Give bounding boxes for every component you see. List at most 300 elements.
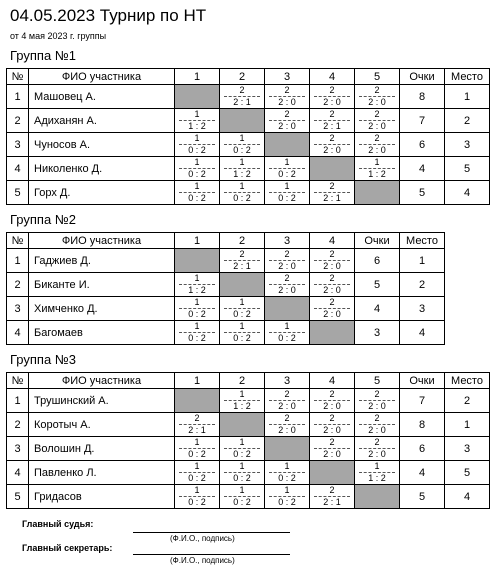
match-result bbox=[220, 133, 264, 156]
group-table bbox=[6, 372, 490, 509]
match-points: 1 bbox=[239, 461, 245, 471]
player-points: 6 bbox=[355, 249, 400, 273]
header-place: Место bbox=[445, 373, 490, 389]
player-number: 2 bbox=[7, 109, 29, 133]
player-name: Павленко Л. bbox=[29, 461, 175, 485]
match-score: 0 : 2 bbox=[224, 332, 260, 344]
match-result-cell bbox=[175, 461, 220, 485]
group-title: Группа №2 bbox=[10, 212, 76, 227]
match-points: 1 bbox=[194, 109, 200, 119]
match-result bbox=[355, 85, 399, 108]
player-name: Горх Д. bbox=[29, 181, 175, 205]
player-points: 4 bbox=[400, 461, 445, 485]
header-points: Очки bbox=[400, 373, 445, 389]
match-result-cell bbox=[265, 249, 310, 273]
match-points: 1 bbox=[194, 181, 200, 191]
self-match-cell bbox=[355, 485, 400, 509]
match-score: 0 : 2 bbox=[179, 144, 215, 156]
match-result bbox=[265, 485, 309, 508]
player-number: 4 bbox=[7, 321, 29, 345]
table-row bbox=[7, 109, 490, 133]
match-result bbox=[175, 437, 219, 460]
player-number: 4 bbox=[7, 157, 29, 181]
match-points: 2 bbox=[329, 85, 335, 95]
match-result-cell bbox=[220, 157, 265, 181]
table-row bbox=[7, 437, 490, 461]
match-result-cell bbox=[175, 485, 220, 509]
match-points: 1 bbox=[239, 157, 245, 167]
match-result-cell bbox=[175, 181, 220, 205]
match-points: 1 bbox=[194, 273, 200, 283]
header-opponent: 5 bbox=[355, 373, 400, 389]
self-match-cell bbox=[175, 389, 220, 413]
chief-judge-label: Главный судья: bbox=[22, 519, 94, 529]
player-points: 8 bbox=[400, 413, 445, 437]
player-place: 4 bbox=[445, 485, 490, 509]
header-opponent: 1 bbox=[175, 373, 220, 389]
chief-secretary-hint: (Ф.И.О., подпись) bbox=[170, 556, 235, 565]
match-result-cell bbox=[310, 109, 355, 133]
player-place: 5 bbox=[445, 461, 490, 485]
header-opponent: 3 bbox=[265, 69, 310, 85]
table-row bbox=[7, 297, 445, 321]
match-result bbox=[265, 461, 309, 484]
match-score: 0 : 2 bbox=[179, 448, 215, 460]
match-result-cell bbox=[220, 85, 265, 109]
table-row bbox=[7, 389, 490, 413]
player-name: Чуносов А. bbox=[29, 133, 175, 157]
match-score: 2 : 0 bbox=[269, 260, 305, 272]
player-points: 7 bbox=[400, 109, 445, 133]
match-score: 0 : 2 bbox=[269, 332, 305, 344]
player-points: 5 bbox=[355, 273, 400, 297]
header-row bbox=[7, 233, 445, 249]
player-place: 1 bbox=[400, 249, 445, 273]
match-result bbox=[265, 273, 309, 296]
header-opponent: 1 bbox=[175, 69, 220, 85]
match-points: 2 bbox=[284, 109, 290, 119]
match-score: 0 : 2 bbox=[224, 472, 260, 484]
table-row bbox=[7, 181, 490, 205]
match-result-cell bbox=[310, 437, 355, 461]
match-result bbox=[310, 413, 354, 436]
match-points: 1 bbox=[239, 437, 245, 447]
player-place: 4 bbox=[400, 321, 445, 345]
match-score: 0 : 2 bbox=[179, 472, 215, 484]
match-score: 1 : 2 bbox=[224, 168, 260, 180]
player-points: 8 bbox=[400, 85, 445, 109]
match-points: 1 bbox=[239, 297, 245, 307]
match-points: 2 bbox=[329, 181, 335, 191]
match-result-cell bbox=[220, 297, 265, 321]
group-table bbox=[6, 68, 490, 205]
match-result bbox=[175, 273, 219, 296]
match-result-cell bbox=[175, 273, 220, 297]
match-score: 0 : 2 bbox=[269, 192, 305, 204]
match-result-cell bbox=[220, 461, 265, 485]
match-points: 2 bbox=[329, 109, 335, 119]
header-opponent: 5 bbox=[355, 69, 400, 85]
match-points: 2 bbox=[239, 249, 245, 259]
self-match-cell bbox=[175, 249, 220, 273]
match-result-cell bbox=[265, 321, 310, 345]
match-points: 2 bbox=[374, 389, 380, 399]
match-score: 2 : 0 bbox=[314, 448, 350, 460]
match-result bbox=[265, 157, 309, 180]
match-score: 1 : 2 bbox=[359, 472, 395, 484]
match-result-cell bbox=[355, 157, 400, 181]
match-result-cell bbox=[355, 133, 400, 157]
chief-secretary-signature-line bbox=[133, 554, 290, 555]
match-result bbox=[175, 461, 219, 484]
header-num: № bbox=[7, 233, 29, 249]
match-result bbox=[175, 133, 219, 156]
match-score: 1 : 2 bbox=[179, 120, 215, 132]
group-table bbox=[6, 232, 445, 345]
match-points: 1 bbox=[284, 181, 290, 191]
header-opponent: 4 bbox=[310, 233, 355, 249]
match-result-cell bbox=[310, 413, 355, 437]
player-place: 2 bbox=[400, 273, 445, 297]
player-number: 5 bbox=[7, 485, 29, 509]
match-result bbox=[310, 297, 354, 320]
match-result bbox=[175, 181, 219, 204]
self-match-cell bbox=[265, 133, 310, 157]
match-result bbox=[265, 389, 309, 412]
match-result bbox=[175, 297, 219, 320]
player-name: Биканте И. bbox=[29, 273, 175, 297]
chief-judge-hint: (Ф.И.О., подпись) bbox=[170, 534, 235, 543]
match-score: 2 : 0 bbox=[359, 144, 395, 156]
match-points: 1 bbox=[284, 157, 290, 167]
match-result bbox=[175, 485, 219, 508]
table-row bbox=[7, 485, 490, 509]
match-score: 2 : 1 bbox=[314, 496, 350, 508]
match-points: 2 bbox=[374, 133, 380, 143]
match-points: 1 bbox=[374, 461, 380, 471]
match-result-cell bbox=[355, 413, 400, 437]
match-points: 2 bbox=[284, 249, 290, 259]
player-name: Багомаев bbox=[29, 321, 175, 345]
player-number: 1 bbox=[7, 389, 29, 413]
player-name: Николенко Д. bbox=[29, 157, 175, 181]
match-result bbox=[220, 461, 264, 484]
match-result bbox=[220, 437, 264, 460]
match-score: 2 : 0 bbox=[314, 96, 350, 108]
match-points: 2 bbox=[284, 413, 290, 423]
match-score: 2 : 0 bbox=[269, 400, 305, 412]
match-result bbox=[265, 109, 309, 132]
header-opponent: 2 bbox=[220, 233, 265, 249]
match-points: 2 bbox=[329, 413, 335, 423]
header-points: Очки bbox=[400, 69, 445, 85]
match-result-cell bbox=[355, 461, 400, 485]
match-result bbox=[355, 413, 399, 436]
table-row bbox=[7, 133, 490, 157]
match-result-cell bbox=[355, 389, 400, 413]
match-points: 1 bbox=[194, 297, 200, 307]
match-score: 2 : 0 bbox=[314, 424, 350, 436]
header-opponent: 3 bbox=[265, 233, 310, 249]
match-result bbox=[265, 249, 309, 272]
match-result-cell bbox=[355, 437, 400, 461]
player-place: 3 bbox=[445, 437, 490, 461]
match-points: 2 bbox=[329, 249, 335, 259]
match-result bbox=[310, 273, 354, 296]
match-result-cell bbox=[220, 437, 265, 461]
match-score: 1 : 2 bbox=[224, 400, 260, 412]
player-number: 1 bbox=[7, 249, 29, 273]
self-match-cell bbox=[220, 413, 265, 437]
match-score: 2 : 0 bbox=[314, 260, 350, 272]
match-points: 2 bbox=[284, 389, 290, 399]
match-points: 2 bbox=[329, 297, 335, 307]
table-row bbox=[7, 321, 445, 345]
match-result bbox=[220, 321, 264, 344]
match-result bbox=[310, 437, 354, 460]
match-score: 0 : 2 bbox=[224, 192, 260, 204]
header-points: Очки bbox=[355, 233, 400, 249]
player-name: Коротыч А. bbox=[29, 413, 175, 437]
header-name: ФИО участника bbox=[29, 373, 175, 389]
match-score: 2 : 0 bbox=[314, 400, 350, 412]
match-result-cell bbox=[220, 485, 265, 509]
match-result-cell bbox=[265, 389, 310, 413]
match-result-cell bbox=[175, 321, 220, 345]
match-points: 1 bbox=[194, 133, 200, 143]
match-result-cell bbox=[175, 109, 220, 133]
match-score: 2 : 1 bbox=[224, 260, 260, 272]
player-name: Гридасов bbox=[29, 485, 175, 509]
match-points: 1 bbox=[194, 157, 200, 167]
match-result-cell bbox=[310, 389, 355, 413]
match-result-cell bbox=[175, 133, 220, 157]
match-points: 2 bbox=[284, 273, 290, 283]
group-title: Группа №1 bbox=[10, 48, 76, 63]
match-points: 2 bbox=[284, 85, 290, 95]
match-result-cell bbox=[220, 181, 265, 205]
match-result bbox=[355, 133, 399, 156]
self-match-cell bbox=[310, 157, 355, 181]
match-points: 2 bbox=[374, 85, 380, 95]
match-score: 2 : 0 bbox=[269, 284, 305, 296]
match-points: 2 bbox=[329, 437, 335, 447]
match-result-cell bbox=[355, 85, 400, 109]
player-place: 5 bbox=[445, 157, 490, 181]
self-match-cell bbox=[175, 85, 220, 109]
match-result bbox=[220, 157, 264, 180]
player-number: 4 bbox=[7, 461, 29, 485]
match-result-cell bbox=[310, 485, 355, 509]
player-place: 1 bbox=[445, 413, 490, 437]
match-points: 2 bbox=[329, 133, 335, 143]
match-points: 1 bbox=[239, 485, 245, 495]
match-result bbox=[310, 133, 354, 156]
match-result-cell bbox=[310, 85, 355, 109]
match-result-cell bbox=[265, 485, 310, 509]
header-opponent: 4 bbox=[310, 69, 355, 85]
match-points: 2 bbox=[194, 413, 200, 423]
player-points: 4 bbox=[355, 297, 400, 321]
match-result-cell bbox=[310, 181, 355, 205]
match-score: 0 : 2 bbox=[179, 332, 215, 344]
match-result-cell bbox=[220, 133, 265, 157]
player-points: 7 bbox=[400, 389, 445, 413]
match-points: 1 bbox=[284, 321, 290, 331]
match-result-cell bbox=[265, 157, 310, 181]
player-place: 2 bbox=[445, 389, 490, 413]
match-result-cell bbox=[175, 157, 220, 181]
match-result bbox=[220, 485, 264, 508]
header-row bbox=[7, 69, 490, 85]
match-result-cell bbox=[265, 461, 310, 485]
match-result bbox=[220, 181, 264, 204]
match-result bbox=[265, 413, 309, 436]
match-points: 1 bbox=[284, 461, 290, 471]
player-points: 6 bbox=[400, 437, 445, 461]
page-subtitle: от 4 мая 2023 г. группы bbox=[10, 31, 107, 41]
match-result-cell bbox=[175, 437, 220, 461]
match-result bbox=[220, 85, 264, 108]
table-row bbox=[7, 85, 490, 109]
chief-secretary-label: Главный секретарь: bbox=[22, 543, 113, 553]
match-score: 2 : 0 bbox=[314, 284, 350, 296]
match-result bbox=[310, 485, 354, 508]
match-points: 2 bbox=[329, 485, 335, 495]
header-opponent: 2 bbox=[220, 69, 265, 85]
match-result bbox=[220, 389, 264, 412]
match-points: 1 bbox=[284, 485, 290, 495]
match-score: 0 : 2 bbox=[179, 192, 215, 204]
player-number: 1 bbox=[7, 85, 29, 109]
match-points: 2 bbox=[329, 273, 335, 283]
table-row bbox=[7, 157, 490, 181]
match-score: 2 : 0 bbox=[359, 120, 395, 132]
player-name: Волошин Д. bbox=[29, 437, 175, 461]
match-points: 1 bbox=[239, 321, 245, 331]
match-result bbox=[310, 85, 354, 108]
match-result-cell bbox=[220, 389, 265, 413]
header-opponent: 2 bbox=[220, 373, 265, 389]
player-points: 3 bbox=[355, 321, 400, 345]
match-result-cell bbox=[355, 109, 400, 133]
self-match-cell bbox=[355, 181, 400, 205]
match-points: 1 bbox=[194, 461, 200, 471]
player-number: 3 bbox=[7, 437, 29, 461]
match-score: 2 : 0 bbox=[359, 448, 395, 460]
match-result-cell bbox=[265, 85, 310, 109]
match-points: 2 bbox=[374, 109, 380, 119]
match-score: 2 : 0 bbox=[359, 400, 395, 412]
match-score: 2 : 0 bbox=[269, 424, 305, 436]
header-opponent: 4 bbox=[310, 373, 355, 389]
table-row bbox=[7, 249, 445, 273]
match-score: 0 : 2 bbox=[269, 496, 305, 508]
match-points: 1 bbox=[194, 485, 200, 495]
match-result bbox=[355, 461, 399, 484]
match-result bbox=[355, 157, 399, 180]
header-num: № bbox=[7, 69, 29, 85]
player-number: 5 bbox=[7, 181, 29, 205]
match-result bbox=[355, 109, 399, 132]
match-result bbox=[175, 109, 219, 132]
match-points: 1 bbox=[239, 133, 245, 143]
player-points: 5 bbox=[400, 485, 445, 509]
player-place: 2 bbox=[445, 109, 490, 133]
match-result bbox=[175, 413, 219, 436]
match-score: 0 : 2 bbox=[224, 496, 260, 508]
match-score: 2 : 0 bbox=[269, 96, 305, 108]
player-name: Трушинский А. bbox=[29, 389, 175, 413]
player-place: 1 bbox=[445, 85, 490, 109]
match-points: 1 bbox=[194, 321, 200, 331]
match-score: 2 : 1 bbox=[224, 96, 260, 108]
match-result-cell bbox=[175, 297, 220, 321]
match-result bbox=[310, 181, 354, 204]
table-row bbox=[7, 461, 490, 485]
match-score: 0 : 2 bbox=[224, 308, 260, 320]
header-name: ФИО участника bbox=[29, 233, 175, 249]
match-points: 1 bbox=[239, 389, 245, 399]
match-result-cell bbox=[265, 413, 310, 437]
match-score: 2 : 0 bbox=[269, 120, 305, 132]
chief-judge-signature-line bbox=[133, 532, 290, 533]
match-result bbox=[220, 297, 264, 320]
match-result-cell bbox=[310, 273, 355, 297]
match-points: 1 bbox=[374, 157, 380, 167]
match-points: 2 bbox=[374, 413, 380, 423]
match-score: 0 : 2 bbox=[179, 168, 215, 180]
player-place: 4 bbox=[445, 181, 490, 205]
player-number: 3 bbox=[7, 133, 29, 157]
header-row bbox=[7, 373, 490, 389]
player-number: 2 bbox=[7, 413, 29, 437]
page-title: 04.05.2023 Турнир по НТ bbox=[10, 6, 207, 25]
header-place: Место bbox=[400, 233, 445, 249]
match-result-cell bbox=[220, 321, 265, 345]
match-result bbox=[265, 85, 309, 108]
header-place: Место bbox=[445, 69, 490, 85]
table-row bbox=[7, 273, 445, 297]
match-result bbox=[220, 249, 264, 272]
header-num: № bbox=[7, 373, 29, 389]
match-points: 1 bbox=[239, 181, 245, 191]
self-match-cell bbox=[265, 437, 310, 461]
self-match-cell bbox=[310, 461, 355, 485]
player-points: 6 bbox=[400, 133, 445, 157]
match-points: 2 bbox=[329, 389, 335, 399]
header-opponent: 3 bbox=[265, 373, 310, 389]
match-score: 2 : 1 bbox=[314, 120, 350, 132]
player-name: Машовец А. bbox=[29, 85, 175, 109]
header-opponent: 1 bbox=[175, 233, 220, 249]
self-match-cell bbox=[220, 273, 265, 297]
match-result bbox=[265, 321, 309, 344]
match-score: 1 : 2 bbox=[359, 168, 395, 180]
match-result-cell bbox=[310, 249, 355, 273]
self-match-cell bbox=[310, 321, 355, 345]
header-name: ФИО участника bbox=[29, 69, 175, 85]
match-result bbox=[310, 109, 354, 132]
player-place: 3 bbox=[400, 297, 445, 321]
match-score: 1 : 2 bbox=[179, 284, 215, 296]
match-result-cell bbox=[265, 109, 310, 133]
group-title: Группа №3 bbox=[10, 352, 76, 367]
match-score: 2 : 1 bbox=[314, 192, 350, 204]
player-number: 2 bbox=[7, 273, 29, 297]
match-score: 0 : 2 bbox=[269, 168, 305, 180]
match-score: 0 : 2 bbox=[269, 472, 305, 484]
